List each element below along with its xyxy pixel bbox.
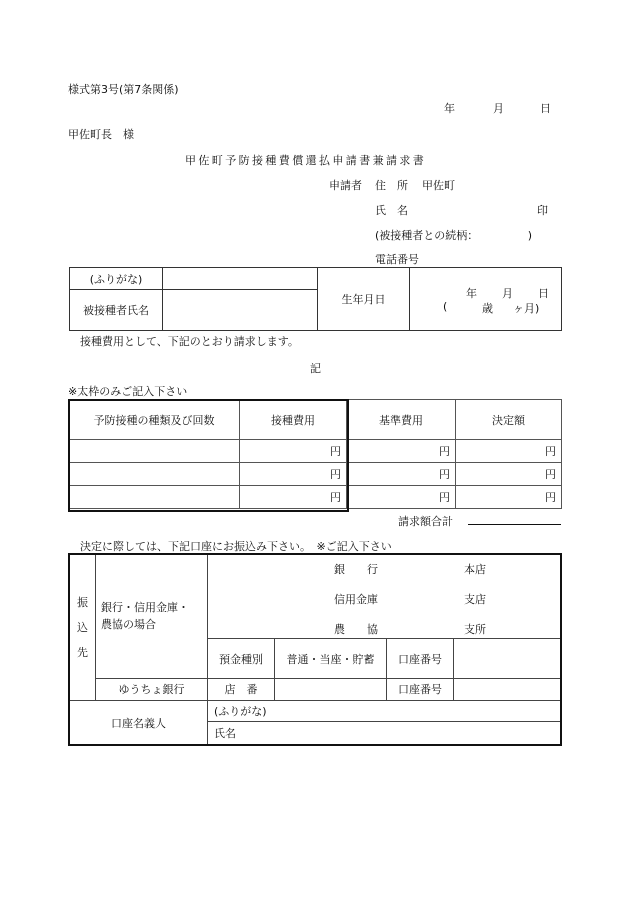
yucho-account-number-label: 口座番号	[387, 678, 454, 700]
decided-amount-yen: 円	[456, 463, 562, 486]
birthdate-label: 生年月日	[318, 268, 410, 331]
vaccine-cost-yen[interactable]: 円	[240, 486, 347, 509]
deposit-type-label: 預金種別	[208, 639, 275, 678]
yucho-label: ゆうちょ銀行	[96, 678, 208, 700]
page-title: 甲佐町予防接種費償還払申請書兼請求書	[185, 154, 427, 167]
transfer-note: 決定に際しては、下記口座にお振込み下さい。 ※ご記入下さい	[80, 540, 392, 553]
age-years-label: 歳	[482, 302, 493, 315]
recipient-name-field[interactable]	[163, 290, 318, 331]
total-label: 請求額合計	[398, 515, 453, 528]
relation-label: (被接種者との続柄： )	[375, 229, 533, 242]
decided-amount-yen: 円	[456, 486, 562, 509]
furigana-field[interactable]	[163, 268, 318, 290]
date-month-label: 月	[493, 102, 504, 115]
header-vaccine-cost: 接種費用	[240, 400, 347, 440]
holder-furigana-label: (ふりがな)	[214, 705, 267, 719]
table-row	[69, 440, 562, 463]
header-standard-cost: 基準費用	[347, 400, 456, 440]
table-row	[69, 486, 562, 509]
standard-cost-yen: 円	[347, 463, 456, 486]
age-open-paren: (	[443, 300, 448, 313]
shiten-label: 支店	[464, 593, 486, 606]
store-number-label: 店 番	[208, 678, 275, 700]
birth-month-label: 月	[502, 287, 513, 300]
applicant-label: 申請者	[329, 179, 362, 192]
vaccine-type-field[interactable]	[69, 463, 240, 486]
bank-table	[68, 553, 562, 746]
vaccine-type-field[interactable]	[69, 440, 240, 463]
holder-name-field[interactable]	[208, 722, 562, 745]
decided-amount-yen: 円	[456, 440, 562, 463]
header-decided-amount: 決定額	[456, 400, 562, 440]
vaccine-type-field[interactable]	[69, 486, 240, 509]
birthdate-field[interactable]	[410, 268, 562, 331]
address-label: 住 所	[375, 179, 408, 192]
shisho-label: 支所	[464, 623, 486, 636]
holder-furigana-field[interactable]	[208, 701, 562, 722]
table-row	[69, 463, 562, 486]
birth-day-label: 日	[538, 287, 549, 300]
vaccine-cost-yen[interactable]: 円	[240, 463, 347, 486]
cost-table	[68, 399, 562, 509]
request-text: 接種費用として、下記のとおり請求します。	[80, 335, 299, 348]
header-vaccine-type: 予防接種の種類及び回数	[69, 400, 240, 440]
bank-name-field[interactable]	[208, 554, 562, 639]
nokyo-label: 農 協	[334, 623, 378, 636]
total-underline[interactable]	[468, 524, 561, 525]
furigana-label: (ふりがな)	[70, 268, 163, 290]
account-number-label: 口座番号	[387, 639, 454, 678]
standard-cost-yen: 円	[347, 486, 456, 509]
yucho-account-number-field[interactable]	[454, 678, 562, 700]
date-year-label: 年	[444, 102, 455, 115]
recipient-name-label: 被接種者氏名	[70, 290, 163, 331]
store-number-field[interactable]	[275, 678, 387, 700]
age-months-label: ヶ月)	[513, 302, 540, 315]
birth-year-label: 年	[466, 287, 477, 300]
date-day-label: 日	[540, 102, 551, 115]
ginko-label: 銀 行	[334, 563, 378, 576]
furikomi-label: 振 込 先	[69, 554, 96, 701]
address-value: 甲佐町	[422, 179, 455, 192]
form-number: 様式第3号(第7条関係)	[68, 83, 179, 96]
account-holder-label: 口座名義人	[69, 701, 208, 746]
ki-label: 記	[310, 362, 321, 375]
applicant-name-label: 氏 名	[375, 204, 408, 217]
shinyo-label: 信用金庫	[334, 593, 378, 606]
honten-label: 本店	[464, 563, 486, 576]
recipient-table	[69, 267, 562, 331]
account-number-field[interactable]	[454, 639, 562, 678]
deposit-type-options[interactable]: 普通・当座・貯蓄	[275, 639, 387, 678]
addressee: 甲佐町長 様	[68, 128, 134, 141]
thick-frame-note: ※太枠のみご記入下さい	[68, 385, 188, 398]
vaccine-cost-yen[interactable]: 円	[240, 440, 347, 463]
phone-label: 電話番号	[375, 253, 419, 266]
standard-cost-yen: 円	[347, 440, 456, 463]
holder-name-label: 氏名	[214, 727, 236, 741]
bank-type-label: 銀行・信用金庫・ 農協の場合	[96, 554, 208, 678]
seal-mark: 印	[537, 204, 548, 217]
